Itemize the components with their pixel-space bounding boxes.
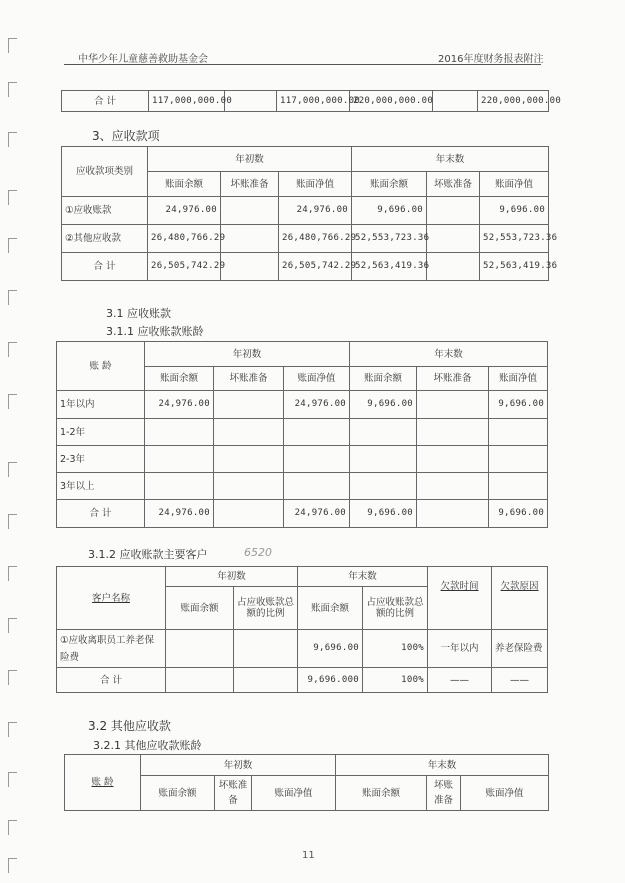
table-row [57,630,548,668]
table-header-row [57,342,548,367]
cell [350,419,417,446]
cell: 52,553,723.36 [352,225,427,253]
cell-time: —— [428,668,492,693]
cell [350,446,417,473]
col-header: 账面净值 [461,776,549,811]
col-header: 账面余额 [145,367,214,391]
group-begin-header: 年初数 [141,755,336,776]
cell: 9,696.00 [298,630,363,668]
corner-header-text: 客户名称 [91,592,130,604]
corner-header: 账 龄 [57,342,145,391]
cell [417,419,489,446]
header-doc-title: 2016年度财务报表附注 [438,54,544,65]
cell [489,473,548,500]
cell [417,473,489,500]
table-row [57,473,548,500]
cell [225,91,277,112]
row-label: 1年以内 [57,391,145,419]
col-header: 账面净值 [480,172,549,197]
cell [214,419,284,446]
cell: 24,976.00 [148,197,221,225]
cell [417,391,489,419]
cell [489,446,548,473]
group-end-header: 年末数 [298,567,428,587]
section-title: 3.2 其他应收款 [88,719,171,733]
group-end-header: 年末数 [352,147,549,172]
other-receivable-aging-table [64,754,549,811]
cell [166,630,234,668]
table-row [57,668,548,693]
cell: 100% [363,668,428,693]
col-header: 坏账准备 [215,776,252,811]
col-header: 账面余额 [298,587,363,630]
handwritten-note: 6520 [244,546,272,559]
section-title: 3、应收款项 [92,129,160,143]
major-customers-table [56,566,548,693]
cell [433,91,478,112]
table-row [57,446,548,473]
corner-header: 应收款项类别 [62,147,148,197]
cell [145,473,214,500]
group-end-header: 年末数 [350,342,548,367]
row-label: 合 计 [57,500,145,528]
table-row [57,419,548,446]
section-title: 3.1.2 应收账款主要客户 [88,548,208,561]
cell: 52,563,419.36 [352,253,427,281]
header-org: 中华少年儿童慈善救助基金会 [78,54,208,65]
cell: 9,696.00 [350,500,417,528]
group-begin-header: 年初数 [145,342,350,367]
group-begin-header: 年初数 [148,147,352,172]
cell: 24,976.00 [279,197,352,225]
col-header: 账面余额 [352,172,427,197]
col-header: 坏账准备 [221,172,279,197]
col-header: 账面余额 [148,172,221,197]
cell [221,253,279,281]
corner-header-text: 账 龄 [91,777,114,788]
table-row [62,197,549,225]
col-header: 账面净值 [252,776,336,811]
cell [145,446,214,473]
table-row [57,391,548,419]
cell-time: 一年以内 [428,630,492,668]
receivable-aging-table [56,341,548,528]
cell [221,197,279,225]
corner-header [57,567,166,630]
table-row [57,500,548,528]
cell [284,419,350,446]
cell: 9,696.00 [489,391,548,419]
receivables-table [61,146,558,281]
cell [427,225,480,253]
cell: 24,976.00 [284,391,350,419]
cell: 100% [363,630,428,668]
corner-header [65,755,141,811]
section-subtitle: 3.1.1 应收账款账龄 [106,325,204,338]
cell [417,446,489,473]
cell: 26,480,766.29 [148,225,221,253]
col-header-reason [492,567,548,630]
col-header: 账面余额 [350,367,417,391]
cell [350,473,417,500]
cell: 9,696.00 [350,391,417,419]
header-rule [64,64,541,65]
cell: 9,696.00 [480,197,549,225]
cell [214,391,284,419]
row-label: 合 计 [62,253,148,281]
group-end-header: 年末数 [336,755,549,776]
col-header: 坏账准备 [427,776,461,811]
cell: 24,976.00 [284,500,350,528]
row-label: ①应收账款 [62,197,148,225]
col-header: 账面余额 [166,587,234,630]
col-header: 账面余额 [141,776,215,811]
table-row [62,225,549,253]
cell-reason: —— [492,668,548,693]
col-header: 账面净值 [284,367,350,391]
cell: 9,696.00 [489,500,548,528]
row-label: ②其他应收款 [62,225,148,253]
col-header: 占应收账款总额的比例 [363,587,428,630]
row-label: 2-3年 [57,446,145,473]
section-subtitle: 3.2.1 其他应收款账龄 [93,739,202,752]
top-total-table [61,90,562,112]
cell [234,668,298,693]
col-header: 占应收账款总额的比例 [234,587,298,630]
row-label: ①应收离职员工养老保险费 [57,630,166,668]
col-header-reason-text: 欠款原因 [500,581,539,592]
row-label: 合 计 [62,91,149,112]
row-label: 合 计 [57,668,166,693]
col-header: 坏账准备 [214,367,284,391]
cell [427,253,480,281]
cell [145,419,214,446]
col-header: 账面余额 [336,776,427,811]
cell: 117,000,000.00 [277,91,350,112]
cell [214,473,284,500]
col-header: 坏账准备 [417,367,489,391]
cell: 220,000,000.00 [350,91,433,112]
page-number: 11 [302,850,315,861]
cell: 52,553,723.36 [480,225,549,253]
cell: 220,000,000.00 [478,91,549,112]
col-header: 坏账准备 [427,172,480,197]
cell: 9,696.00 [352,197,427,225]
cell [284,473,350,500]
cell [214,500,284,528]
cell [234,630,298,668]
cell: 117,000,000.00 [149,91,225,112]
cell [221,225,279,253]
cell [489,419,548,446]
cell: 9,696.000 [298,668,363,693]
cell: 24,976.00 [145,500,214,528]
cell [427,197,480,225]
row-label: 3年以上 [57,473,145,500]
table-header-row [65,755,549,776]
cell: 52,563,419.36 [480,253,549,281]
table-header-row [57,567,548,587]
cell: 26,505,742.29 [148,253,221,281]
cell [417,500,489,528]
col-header: 账面净值 [279,172,352,197]
table-header-row [62,147,549,172]
cell: 26,480,766.29 [279,225,352,253]
cell [166,668,234,693]
group-begin-header: 年初数 [166,567,298,587]
col-header-time-text: 欠款时间 [440,581,479,592]
row-label: 1-2年 [57,419,145,446]
table-row [62,91,549,112]
table-row [62,253,549,281]
section-title: 3.1 应收账款 [106,307,171,320]
cell-reason: 养老保险费 [492,630,548,668]
cell [214,446,284,473]
col-header-time [428,567,492,630]
cell: 26,505,742.29 [279,253,352,281]
cell: 24,976.00 [145,391,214,419]
cell [284,446,350,473]
col-header: 账面净值 [489,367,548,391]
